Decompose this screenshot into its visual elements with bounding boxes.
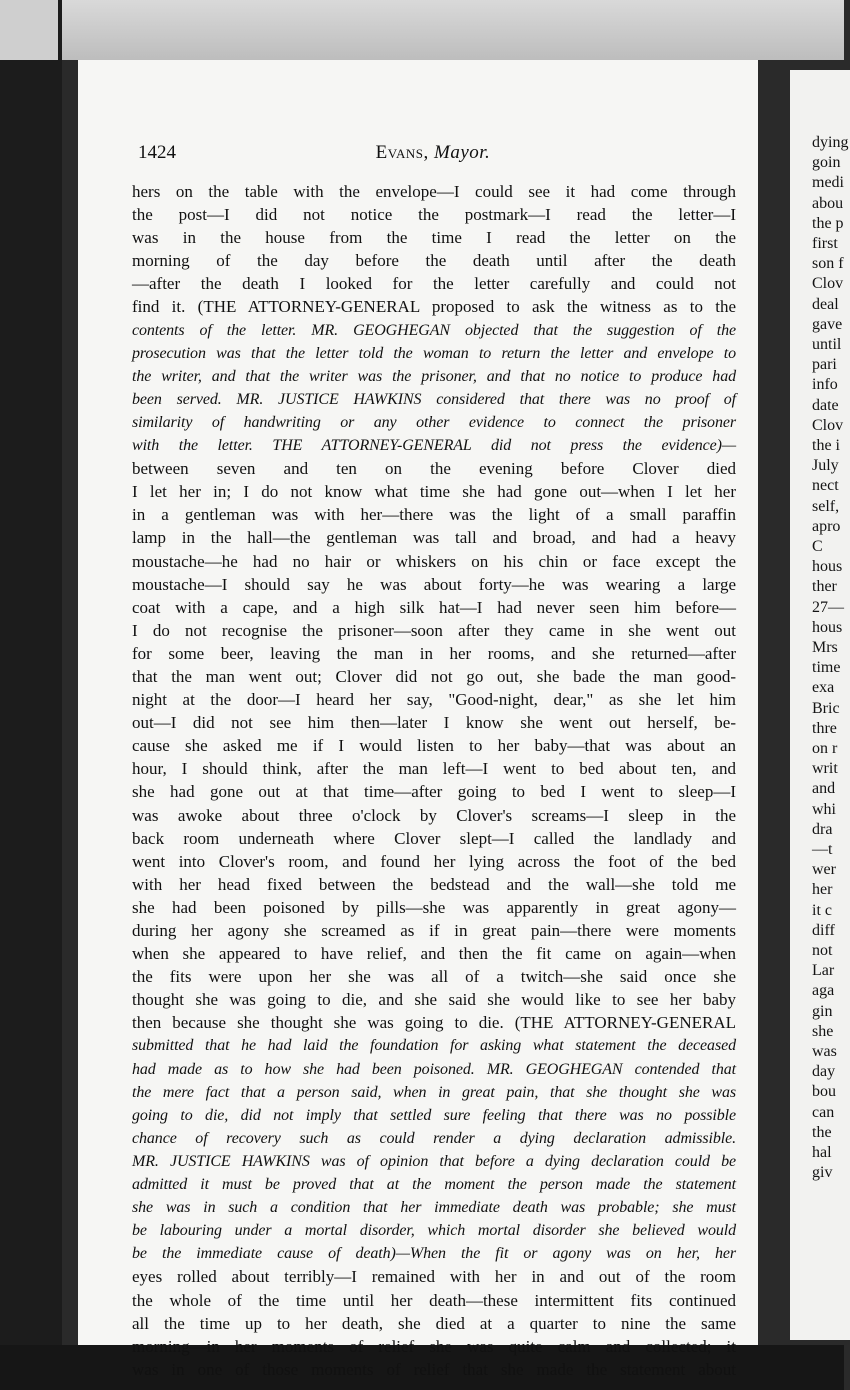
facing-page-fragment: writ — [812, 760, 838, 778]
facing-page-fragment: goin — [812, 154, 841, 172]
text-line: hers on the table with the envelope—I could see it had come through — [132, 182, 736, 201]
facing-page-fragment: Lar — [812, 962, 835, 980]
facing-page-fragment: and — [812, 780, 836, 798]
text-line: back room underneath where Clover slept—I called the landlady and — [132, 828, 736, 848]
facing-page-fragment: on r — [812, 740, 838, 757]
facing-page-fragment: was — [812, 1043, 837, 1060]
text-line: for some beer, leaving the man in her rooms, and she returned—after — [132, 643, 736, 663]
text-line: was in one of those moments of relief that she made the statement about — [132, 1359, 736, 1379]
text-line: was in the house from the time I read the letter on the — [132, 228, 736, 248]
text-line: all the time up to her death, she died at a quarter to nine the same — [132, 1313, 736, 1333]
text-line: thought she was going to die, and she said she would like to see her baby — [132, 990, 736, 1010]
facing-page-fragment: ther — [812, 578, 837, 596]
facing-page-fragment: date — [812, 396, 839, 414]
text-line: hour, I should think, after the man left—I went to bed about ten, and — [132, 759, 736, 779]
facing-page-fragment: dying — [812, 134, 849, 151]
text-line: she had been poisoned by pills—she was apparently in great agony— — [132, 897, 736, 917]
facing-page-fragment: Clov — [812, 275, 844, 293]
text-line: between seven and ten on the evening before Clover died — [132, 459, 736, 479]
page-header — [138, 142, 728, 172]
text-line: night at the door—I heard her say, "Good-night, dear," as she let him — [132, 690, 736, 710]
text-line: similarity of handwriting or any other evidence to connect the prisoner — [132, 413, 736, 431]
text-line: the post—I did not notice the postmark—I read the letter—I — [132, 205, 736, 225]
running-head-title: Mayor. — [434, 142, 491, 163]
text-line: chance of recovery such as could render a dying declaration admissible. — [132, 1129, 736, 1147]
text-line: —after the death I looked for the letter carefully and could not — [132, 274, 736, 294]
text-line: in a gentleman was with her—there was the light of a small paraffin — [132, 505, 736, 525]
text-line: moustache—he had no hair or whiskers on his chin or face except the — [132, 551, 736, 571]
text-line: I let her in; I do not know what time she had gone out—when I let her — [132, 482, 736, 502]
facing-page-fragment: bou — [812, 1083, 836, 1101]
facing-page-fragment: can — [812, 1103, 835, 1121]
text-line: that the man went out; Clover did not go out, she bade the man good- — [132, 666, 736, 686]
text-line: with the letter. THE ATTORNEY-GENERAL did not press the evidence)— — [132, 437, 736, 455]
text-line: had made as to how she had been poisoned. MR. GEOGHEGAN contended that — [132, 1060, 736, 1078]
text-line: morning—in her moments of relief she was quite calm and collected; it — [132, 1336, 736, 1356]
facing-page-fragment: the p — [812, 214, 844, 232]
text-line: then because she thought she was going to die. (THE ATTORNEY-GENERAL — [132, 1013, 736, 1033]
text-line: be labouring under a mortal disorder, which mortal disorder she believed would — [132, 1222, 736, 1240]
text-line: eyes rolled about terribly—I remained with her in and out of the room — [132, 1267, 736, 1287]
facing-page-fragment: not — [812, 942, 833, 959]
facing-page-fragment: hous — [812, 618, 843, 636]
text-line: coat with a cape, and a high silk hat—I had never seen him before— — [132, 597, 736, 617]
text-line: going to die, did not imply that settled sure feeling that there was no possible — [132, 1106, 736, 1124]
text-line: be the immediate cause of death)—When the fit or agony was on her, her — [132, 1245, 736, 1263]
text-line: the fits were upon her she was all of a twitch—she said once she — [132, 967, 736, 987]
text-line: out—I did not see him then—later I know she went out herself, be- — [132, 713, 736, 733]
facing-page-fragment: hous — [812, 558, 843, 576]
facing-page-fragment: abou — [812, 194, 844, 212]
text-line: lamp in the hall—the gentleman was tall and broad, and had a heavy — [132, 528, 736, 548]
scan-left-edge — [0, 0, 62, 1390]
facing-page-fragment: exa — [812, 679, 835, 697]
facing-page-fragment: gin — [812, 1002, 833, 1020]
facing-page-fragment: pari — [812, 356, 837, 374]
facing-page-fragment: nect — [812, 477, 839, 495]
facing-page-fragment: info — [812, 376, 838, 394]
text-line: been served. MR. JUSTICE HAWKINS considered that there was no proof of — [132, 390, 736, 408]
facing-page-fragment: son f — [812, 255, 844, 273]
facing-page-fragment: self, — [812, 497, 840, 515]
body-text — [132, 180, 736, 1381]
facing-page-fragment: Bric — [812, 699, 840, 717]
text-line: I do not recognise the prisoner—soon after they came in she went out — [132, 620, 736, 640]
text-line: morning of the day before the death until after the death — [132, 251, 736, 271]
facing-page-fragment: hal — [812, 1144, 832, 1161]
running-head — [138, 142, 728, 164]
facing-page-fragment: apro — [812, 517, 841, 535]
facing-page-fragment: giv — [812, 1164, 833, 1182]
text-line: prosecution was that the letter told the woman to return the letter and envelope to — [132, 344, 736, 362]
facing-page-fragment: until — [812, 336, 842, 353]
facing-page-fragment: the — [812, 1123, 832, 1141]
text-line: the mere fact that a person said, when in great pain, that she thought she was — [132, 1083, 736, 1101]
text-line: cause she asked me if I would listen to her baby—that was about an — [132, 736, 736, 756]
text-line: went into Clover's room, and found her lying across the foot of the bed — [132, 851, 736, 871]
facing-page-fragment: thre — [812, 719, 837, 737]
facing-page-fragment: deal — [812, 295, 839, 313]
facing-page-fragment: it c — [812, 901, 832, 919]
facing-page-fragment: Mrs — [812, 639, 838, 656]
facing-page-fragment: medi — [812, 174, 844, 192]
page-number: 1424 — [138, 142, 176, 163]
text-line: she was in such a condition that her immediate death was probable; she must — [132, 1199, 736, 1217]
facing-page-fragment: diff — [812, 921, 835, 939]
text-line: during her agony she screamed as if in great pain—there were moments — [132, 921, 736, 940]
text-line: MR. JUSTICE HAWKINS was of opinion that before a dying declaration could be — [132, 1152, 736, 1170]
facing-page-fragment: 27— — [812, 598, 844, 616]
text-line: admitted it must be proved that at the moment the person made the statement — [132, 1176, 736, 1194]
text-line: with her head fixed between the bedstead and the wall—she told me — [132, 874, 736, 894]
facing-page-fragment: July — [812, 457, 839, 475]
text-line: the writer, and that the writer was the prisoner, and that no notice to produce had — [132, 367, 736, 385]
text-line: the whole of the time until her death—these intermittent fits continued — [132, 1290, 736, 1310]
scan-top-margin — [0, 0, 844, 60]
text-line: was awoke about three o'clock by Clover's screams—I sleep in the — [132, 805, 736, 825]
facing-page-fragment: C — [812, 538, 823, 555]
facing-page-fragment: first — [812, 235, 838, 252]
facing-page-fragment: —t — [812, 841, 833, 858]
scan-top-left-corner — [0, 0, 58, 60]
text-line: contents of the letter. MR. GEOGHEGAN objected that the suggestion of the — [132, 321, 736, 339]
facing-page-edge — [790, 70, 850, 1340]
facing-page-fragment: she — [812, 1022, 834, 1040]
text-line: submitted that he had laid the foundation for asking what statement the deceased — [132, 1037, 736, 1055]
facing-page-fragment: day — [812, 1063, 836, 1081]
facing-page-fragment: her — [812, 881, 833, 899]
facing-page-fragment: wer — [812, 861, 836, 879]
text-line: when she appeared to have relief, and then the fit came on again—when — [132, 944, 736, 964]
text-line: she had gone out at that time—after going to bed I went to sleep—I — [132, 782, 736, 802]
facing-page-fragment: gave — [812, 315, 843, 333]
facing-page-fragment: aga — [812, 982, 835, 1000]
text-line: find it. (THE ATTORNEY-GENERAL proposed to ask the witness as to the — [132, 297, 736, 317]
facing-page-fragment: whi — [812, 800, 836, 818]
facing-page-fragment: the i — [812, 437, 840, 454]
facing-page-fragment: Clov — [812, 416, 844, 434]
running-head-name: Evans, — [375, 142, 429, 163]
facing-page-fragment: dra — [812, 820, 833, 838]
text-line: moustache—I should say he was about forty—he was wearing a large — [132, 574, 736, 594]
facing-page-fragment: time — [812, 659, 841, 677]
